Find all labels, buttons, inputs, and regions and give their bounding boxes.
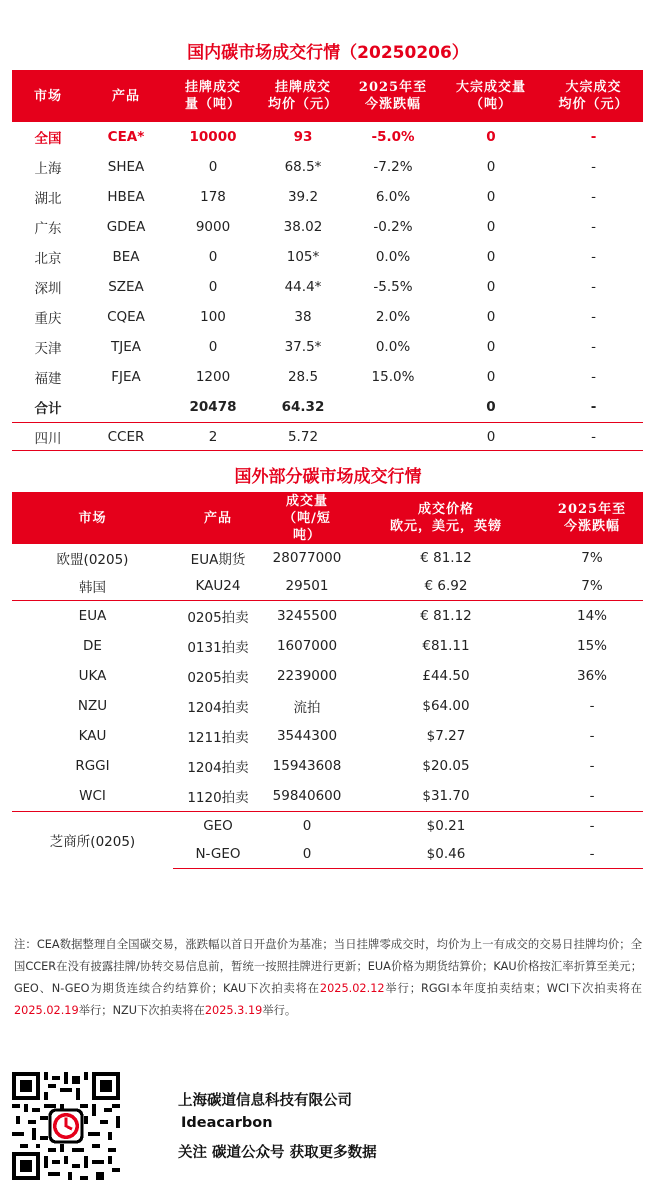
foreign-header-2: 成交量 （吨/短 吨） <box>263 492 351 544</box>
table-cell: 6.0% <box>375 189 411 205</box>
table-cell: £44.50 <box>422 668 470 684</box>
foreign-header-4: 2025年至 今涨跌幅 <box>541 492 643 544</box>
table-row <box>12 661 643 691</box>
table-cell: 0 <box>208 339 218 355</box>
table-cell: N-GEO <box>173 840 263 869</box>
table-cell: 29501 <box>285 578 329 594</box>
table-cell: 1120拍卖 <box>187 790 249 806</box>
table-cell: 合计 <box>12 392 84 423</box>
table-cell: 重庆 <box>34 311 62 327</box>
kau-auction-date: 2025.02.12 <box>319 982 385 995</box>
domestic-header-2: 挂牌成交 量（吨） <box>168 70 258 122</box>
table-cell: 湖北 <box>34 191 62 207</box>
table-cell: RGGI <box>75 758 110 774</box>
table-cell: $64.00 <box>422 698 470 714</box>
table-cell: 0 <box>208 159 218 175</box>
table-row <box>12 781 643 812</box>
table-cell: 0 <box>486 219 496 235</box>
domestic-header-4: 2025年至 今涨跌幅 <box>348 70 438 122</box>
table-row <box>12 631 643 661</box>
table-cell: 7% <box>581 550 603 566</box>
table-cell: 四川 <box>12 423 84 451</box>
table-cell: 深圳 <box>34 281 62 297</box>
table-cell: - <box>589 758 595 774</box>
foreign-title: 国外部分碳市场成交行情 <box>234 467 422 487</box>
table-cell: 0205拍卖 <box>187 670 249 686</box>
table-cell: 0 <box>486 339 496 355</box>
table-cell: 0.0% <box>375 339 411 355</box>
table-cell: 北京 <box>34 251 62 267</box>
table-row <box>12 721 643 751</box>
table-cell: 流拍 <box>293 700 321 716</box>
table-cell: CCER <box>84 423 168 451</box>
table-cell: $31.70 <box>422 788 470 804</box>
table-cell: 3245500 <box>263 601 351 632</box>
table-cell: - <box>591 159 596 175</box>
domestic-header-1: 产品 <box>84 70 168 122</box>
table-cell: NZU <box>77 698 108 714</box>
table-cell: CQEA <box>107 309 145 325</box>
table-cell: 0 <box>263 840 351 869</box>
table-row <box>12 544 643 572</box>
table-row <box>12 751 643 781</box>
table-cell: 广东 <box>34 221 62 237</box>
table-cell: - <box>591 189 596 205</box>
table-cell: 2.0% <box>375 309 411 325</box>
table-cell: - <box>590 129 597 145</box>
table-cell: - <box>591 339 596 355</box>
table-cell: CEA* <box>107 129 145 145</box>
company-name: 上海碳道信息科技有限公司 <box>178 1093 352 1109</box>
table-cell: KAU24 <box>195 578 241 594</box>
table-cell: 38.02 <box>283 219 323 235</box>
table-cell: 上海 <box>34 161 62 177</box>
table-cell: GDEA <box>106 219 146 235</box>
table-cell: UKA <box>78 668 107 684</box>
table-cell: 0 <box>486 279 496 295</box>
table-row <box>12 423 643 451</box>
table-row <box>12 212 643 242</box>
table-cell: 0131拍卖 <box>187 640 249 656</box>
table-row <box>12 332 643 362</box>
table-cell: 28077000 <box>272 550 342 566</box>
table-cell: 9000 <box>195 219 231 235</box>
table-cell: - <box>591 309 596 325</box>
slogan: 关注 碳道公众号 获取更多数据 <box>178 1145 377 1161</box>
table-cell: BEA <box>112 249 140 265</box>
domestic-header-5: 大宗成交量 （吨） <box>438 70 544 122</box>
footnote: 注：CEA数据整理自全国碳交易，涨跌幅以首日开盘价为基准；当日挂牌零成交时，均价为上一有成交的交易日挂牌均价；全国CCER在没有披露挂牌/协转交易信息前，暂统一按照挂牌进行更新；EUA价格为期货结算价；KAU价格按汇率折算至美元；GEO、N-GEO为期货连续合约结算价；KAU下次拍卖将在2025.02.12举行；RGGI本年度拍卖结束；WCI下次拍卖将在2025.02.19举行；NZU下次拍卖将在2025.3.19举行。 <box>14 938 642 1017</box>
table-cell: 0 <box>486 129 496 145</box>
table-cell: € 6.92 <box>424 578 468 594</box>
table-row <box>12 572 643 601</box>
table-cell: 1204拍卖 <box>187 700 249 716</box>
table-cell: 0 <box>486 309 496 325</box>
table-cell: GEO <box>173 812 263 841</box>
table-cell: 7% <box>581 578 603 594</box>
table-cell: -0.2% <box>373 219 413 235</box>
table-cell: 64.32 <box>258 392 348 423</box>
table-cell: 韩国 <box>79 580 106 596</box>
nzu-auction-date: 2025.3.19 <box>204 1004 263 1017</box>
table-cell: 1204拍卖 <box>187 760 249 776</box>
table-cell: - <box>589 728 595 744</box>
table-row <box>12 362 643 392</box>
table-cell: 105* <box>286 249 320 265</box>
domestic-header-3: 挂牌成交 均价（元） <box>258 70 348 122</box>
table-cell: - <box>541 840 643 869</box>
table-cell: 0 <box>263 812 351 841</box>
table-cell: 1607000 <box>276 638 338 654</box>
table-cell: 0 <box>208 279 218 295</box>
table-cell: 38 <box>294 309 312 325</box>
foreign-header-3: 成交价格 欧元，美元，英镑 <box>351 492 541 544</box>
domestic-title: 国内碳市场成交行情（20250206） <box>187 43 469 63</box>
table-cell: SZEA <box>108 279 144 295</box>
table-row <box>12 392 643 423</box>
table-cell: $7.27 <box>426 728 466 744</box>
table-cell: 59840600 <box>272 788 342 804</box>
table-cell: 14% <box>541 601 643 632</box>
table-cell: - <box>591 369 596 385</box>
table-row <box>12 182 643 212</box>
table-cell: 15% <box>576 638 607 654</box>
table-cell: 39.2 <box>287 189 319 205</box>
table-cell: 2 <box>168 423 258 451</box>
table-cell: - <box>589 788 595 804</box>
table-cell: 1200 <box>195 369 231 385</box>
table-cell <box>84 392 168 423</box>
table-row <box>12 601 643 632</box>
table-cell: EUA期货 <box>190 552 246 568</box>
table-cell: - <box>591 279 596 295</box>
table-cell: 68.5* <box>284 159 322 175</box>
table-cell: EUA <box>12 601 173 632</box>
table-cell: - <box>544 423 643 451</box>
table-cell: 36% <box>576 668 607 684</box>
table-row <box>12 242 643 272</box>
table-cell: - <box>591 219 596 235</box>
table-cell: 0 <box>486 249 496 265</box>
table-cell: 44.4* <box>284 279 322 295</box>
table-cell: 2239000 <box>276 668 338 684</box>
table-row <box>12 812 643 841</box>
table-cell: €81.11 <box>422 638 470 654</box>
table-cell: WCI <box>79 788 106 804</box>
table-cell: DE <box>83 638 102 654</box>
table-cell: -5.5% <box>373 279 413 295</box>
table-cell: 100 <box>200 309 226 325</box>
domestic-header-0: 市场 <box>12 70 84 122</box>
table-cell: KAU <box>78 728 107 744</box>
foreign-header-0: 市场 <box>12 492 173 544</box>
table-cell: 0 <box>486 189 496 205</box>
table-cell: 芝商所(0205) <box>12 812 173 869</box>
qr-code-icon <box>12 1072 120 1180</box>
table-cell: $20.05 <box>422 758 470 774</box>
table-cell: 1211拍卖 <box>187 730 249 746</box>
table-cell <box>348 423 438 451</box>
table-cell: SHEA <box>107 159 145 175</box>
table-cell: € 81.12 <box>420 550 472 566</box>
table-row <box>12 122 643 152</box>
table-row <box>12 691 643 721</box>
table-cell: 福建 <box>34 371 62 387</box>
foreign-header-1: 产品 <box>173 492 263 544</box>
table-cell: -5.0% <box>371 129 415 145</box>
wci-auction-date: 2025.02.19 <box>14 1004 79 1017</box>
table-row <box>12 302 643 332</box>
table-cell: € 81.12 <box>351 601 541 632</box>
table-cell: FJEA <box>111 369 141 385</box>
table-cell: $0.21 <box>351 812 541 841</box>
table-cell: 0 <box>438 392 544 423</box>
table-cell: - <box>541 812 643 841</box>
table-row <box>12 152 643 182</box>
table-cell: TJEA <box>111 339 141 355</box>
table-cell: - <box>591 249 596 265</box>
table-cell: 全国 <box>34 131 62 147</box>
table-cell: 0 <box>486 369 496 385</box>
table-cell: $0.46 <box>351 840 541 869</box>
table-cell: 0 <box>208 249 218 265</box>
table-cell: 欧盟(0205) <box>56 552 129 568</box>
table-cell: 0 <box>486 159 496 175</box>
table-cell: -7.2% <box>373 159 413 175</box>
foreign-table <box>12 492 643 869</box>
table-cell: HBEA <box>107 189 145 205</box>
domestic-header-6: 大宗成交 均价（元） <box>544 70 643 122</box>
table-cell: 10000 <box>189 129 237 145</box>
domestic-table <box>12 70 643 451</box>
table-row <box>12 272 643 302</box>
table-cell: 178 <box>200 189 226 205</box>
table-cell: 5.72 <box>258 423 348 451</box>
table-cell: 0205拍卖 <box>173 601 263 632</box>
table-cell: 15943608 <box>272 758 342 774</box>
table-cell <box>348 392 438 423</box>
table-cell: 37.5* <box>284 339 322 355</box>
table-cell: 28.5 <box>287 369 319 385</box>
table-cell: 0.0% <box>375 249 411 265</box>
table-cell: 93 <box>293 129 313 145</box>
table-cell: - <box>544 392 643 423</box>
table-cell: - <box>589 698 595 714</box>
table-cell: 15.0% <box>371 369 415 385</box>
table-cell: 天津 <box>34 341 62 357</box>
table-cell: 3544300 <box>276 728 338 744</box>
brand-name: Ideacarbon <box>181 1115 273 1131</box>
table-cell: 20478 <box>168 392 258 423</box>
table-cell: 0 <box>438 423 544 451</box>
